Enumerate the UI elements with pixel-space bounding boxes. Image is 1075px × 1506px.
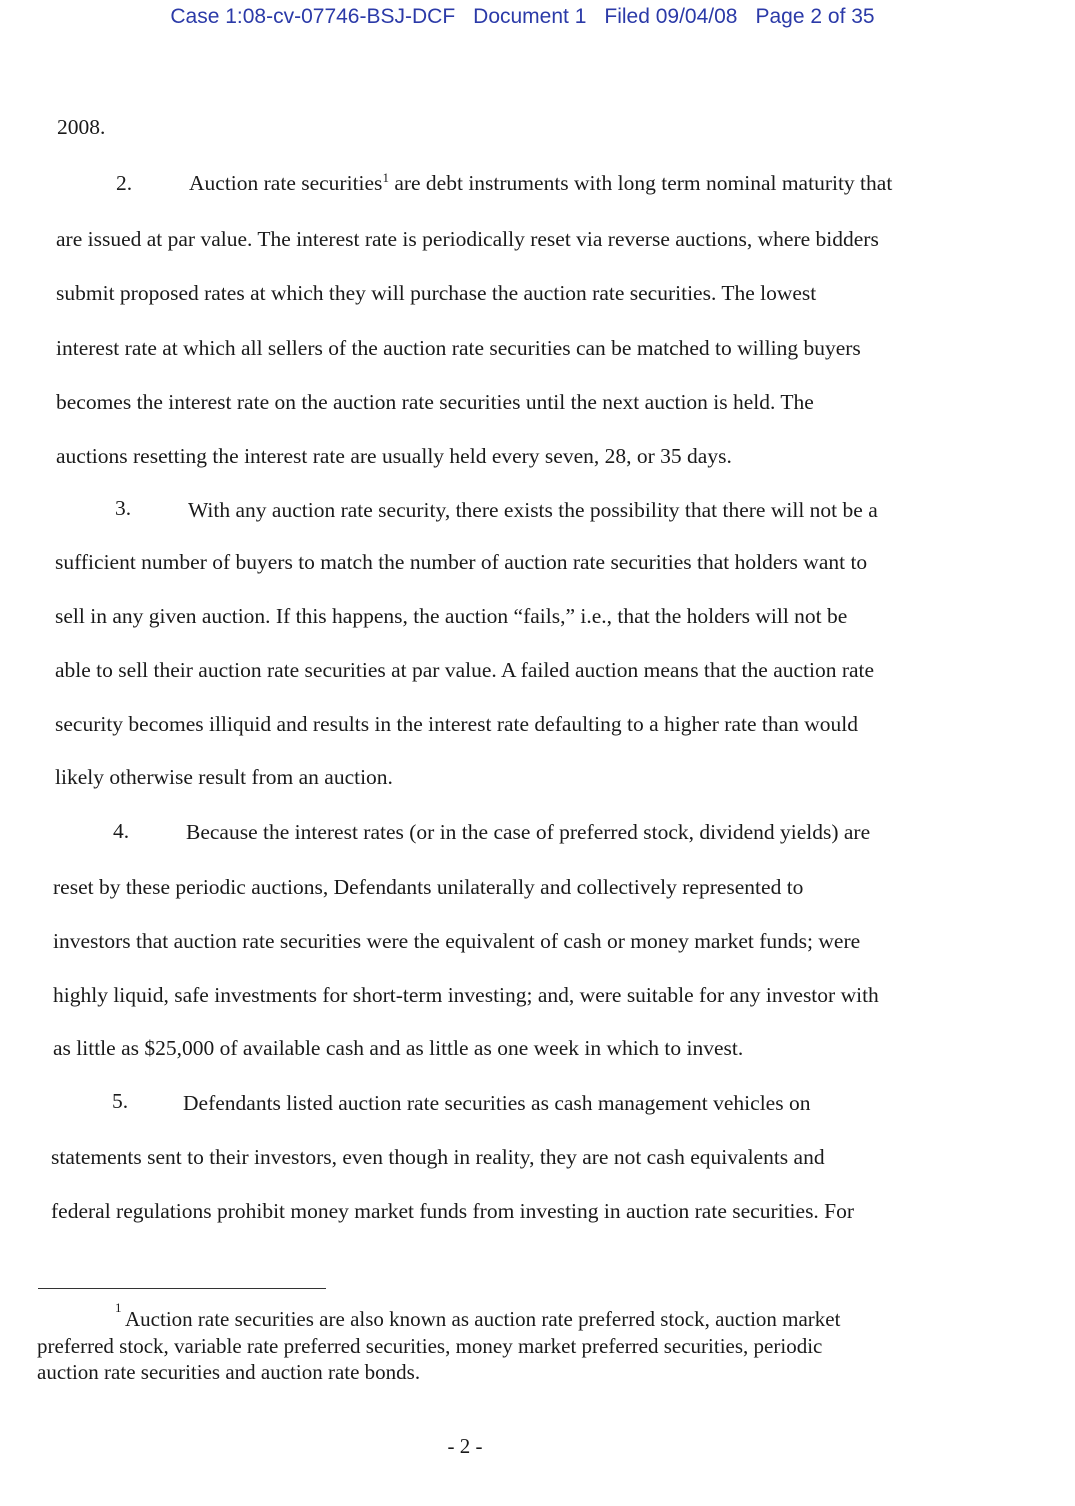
case-number: Case 1:08-cv-07746-BSJ-DCF <box>170 5 456 28</box>
paragraph-line: interest rate at which all sellers of the auction rate securities can be matched to willing buyers <box>56 336 861 360</box>
filed-date: Filed 09/04/08 <box>604 5 738 28</box>
paragraph-number: 5. <box>112 1089 129 1113</box>
footnote-separator <box>38 1288 326 1289</box>
text-run: Auction rate securities <box>189 171 383 195</box>
paragraph-number: 2. <box>116 171 133 195</box>
paragraph-line: Defendants listed auction rate securities as cash management vehicles on <box>183 1091 811 1115</box>
footnote-mark: 1 <box>115 1300 122 1315</box>
paragraph-line: federal regulations prohibit money market funds from investing in auction rate securities. For <box>51 1199 855 1223</box>
paragraph-line: able to sell their auction rate securities at par value. A failed auction means that the auction rate <box>55 658 875 682</box>
page-number: - 2 - <box>447 1434 483 1458</box>
document-number: Document 1 <box>473 5 587 28</box>
page-indicator: Page 2 of 35 <box>755 5 875 28</box>
paragraph-line: sell in any given auction. If this happens, the auction “fails,” i.e., that the holders will not be <box>55 604 848 628</box>
paragraph-number: 4. <box>113 819 130 843</box>
footnote-line: preferred stock, variable rate preferred securities, money market preferred securities, periodic <box>37 1334 823 1358</box>
paragraph-line: security becomes illiquid and results in the interest rate defaulting to a higher rate than would <box>55 712 859 736</box>
ecf-header <box>0 5 1045 29</box>
paragraph-line: reset by these periodic auctions, Defendants unilaterally and collectively represented to <box>53 875 804 899</box>
paragraph-line: are issued at par value. The interest rate is periodically reset via reverse auctions, where bidders <box>56 227 879 251</box>
footnote-line: Auction rate securities are also known as auction rate preferred stock, auction market <box>125 1307 841 1331</box>
footnote-reference[interactable]: 1 <box>382 169 389 185</box>
paragraph-line <box>189 169 965 195</box>
paragraph-line: highly liquid, safe investments for short-term investing; and, were suitable for any investor with <box>53 983 879 1007</box>
paragraph-line: submit proposed rates at which they will purchase the auction rate securities. The lowest <box>56 281 817 305</box>
paragraph-line: likely otherwise result from an auction. <box>55 765 393 789</box>
paragraph-line: With any auction rate security, there exists the possibility that there will not be a <box>188 498 878 522</box>
paragraph-line: Because the interest rates (or in the case of preferred stock, dividend yields) are <box>186 820 871 844</box>
paragraph-line: auctions resetting the interest rate are usually held every seven, 28, or 35 days. <box>56 444 732 468</box>
paragraph-line: as little as $25,000 of available cash and as little as one week in which to invest. <box>53 1036 744 1060</box>
paragraph-line: becomes the interest rate on the auction rate securities until the next auction is held. The <box>56 390 814 414</box>
carryover-text: 2008. <box>57 115 106 139</box>
paragraph-number: 3. <box>115 496 132 520</box>
paragraph-line: statements sent to their investors, even though in reality, they are not cash equivalents and <box>51 1145 825 1169</box>
paragraph-line: investors that auction rate securities were the equivalent of cash or money market funds; were <box>53 929 861 953</box>
paragraph-line: sufficient number of buyers to match the number of auction rate securities that holders want to <box>55 550 868 574</box>
text-run: are debt instruments with long term nominal maturity that <box>388 171 893 195</box>
footnote-line: auction rate securities and auction rate bonds. <box>37 1360 421 1384</box>
